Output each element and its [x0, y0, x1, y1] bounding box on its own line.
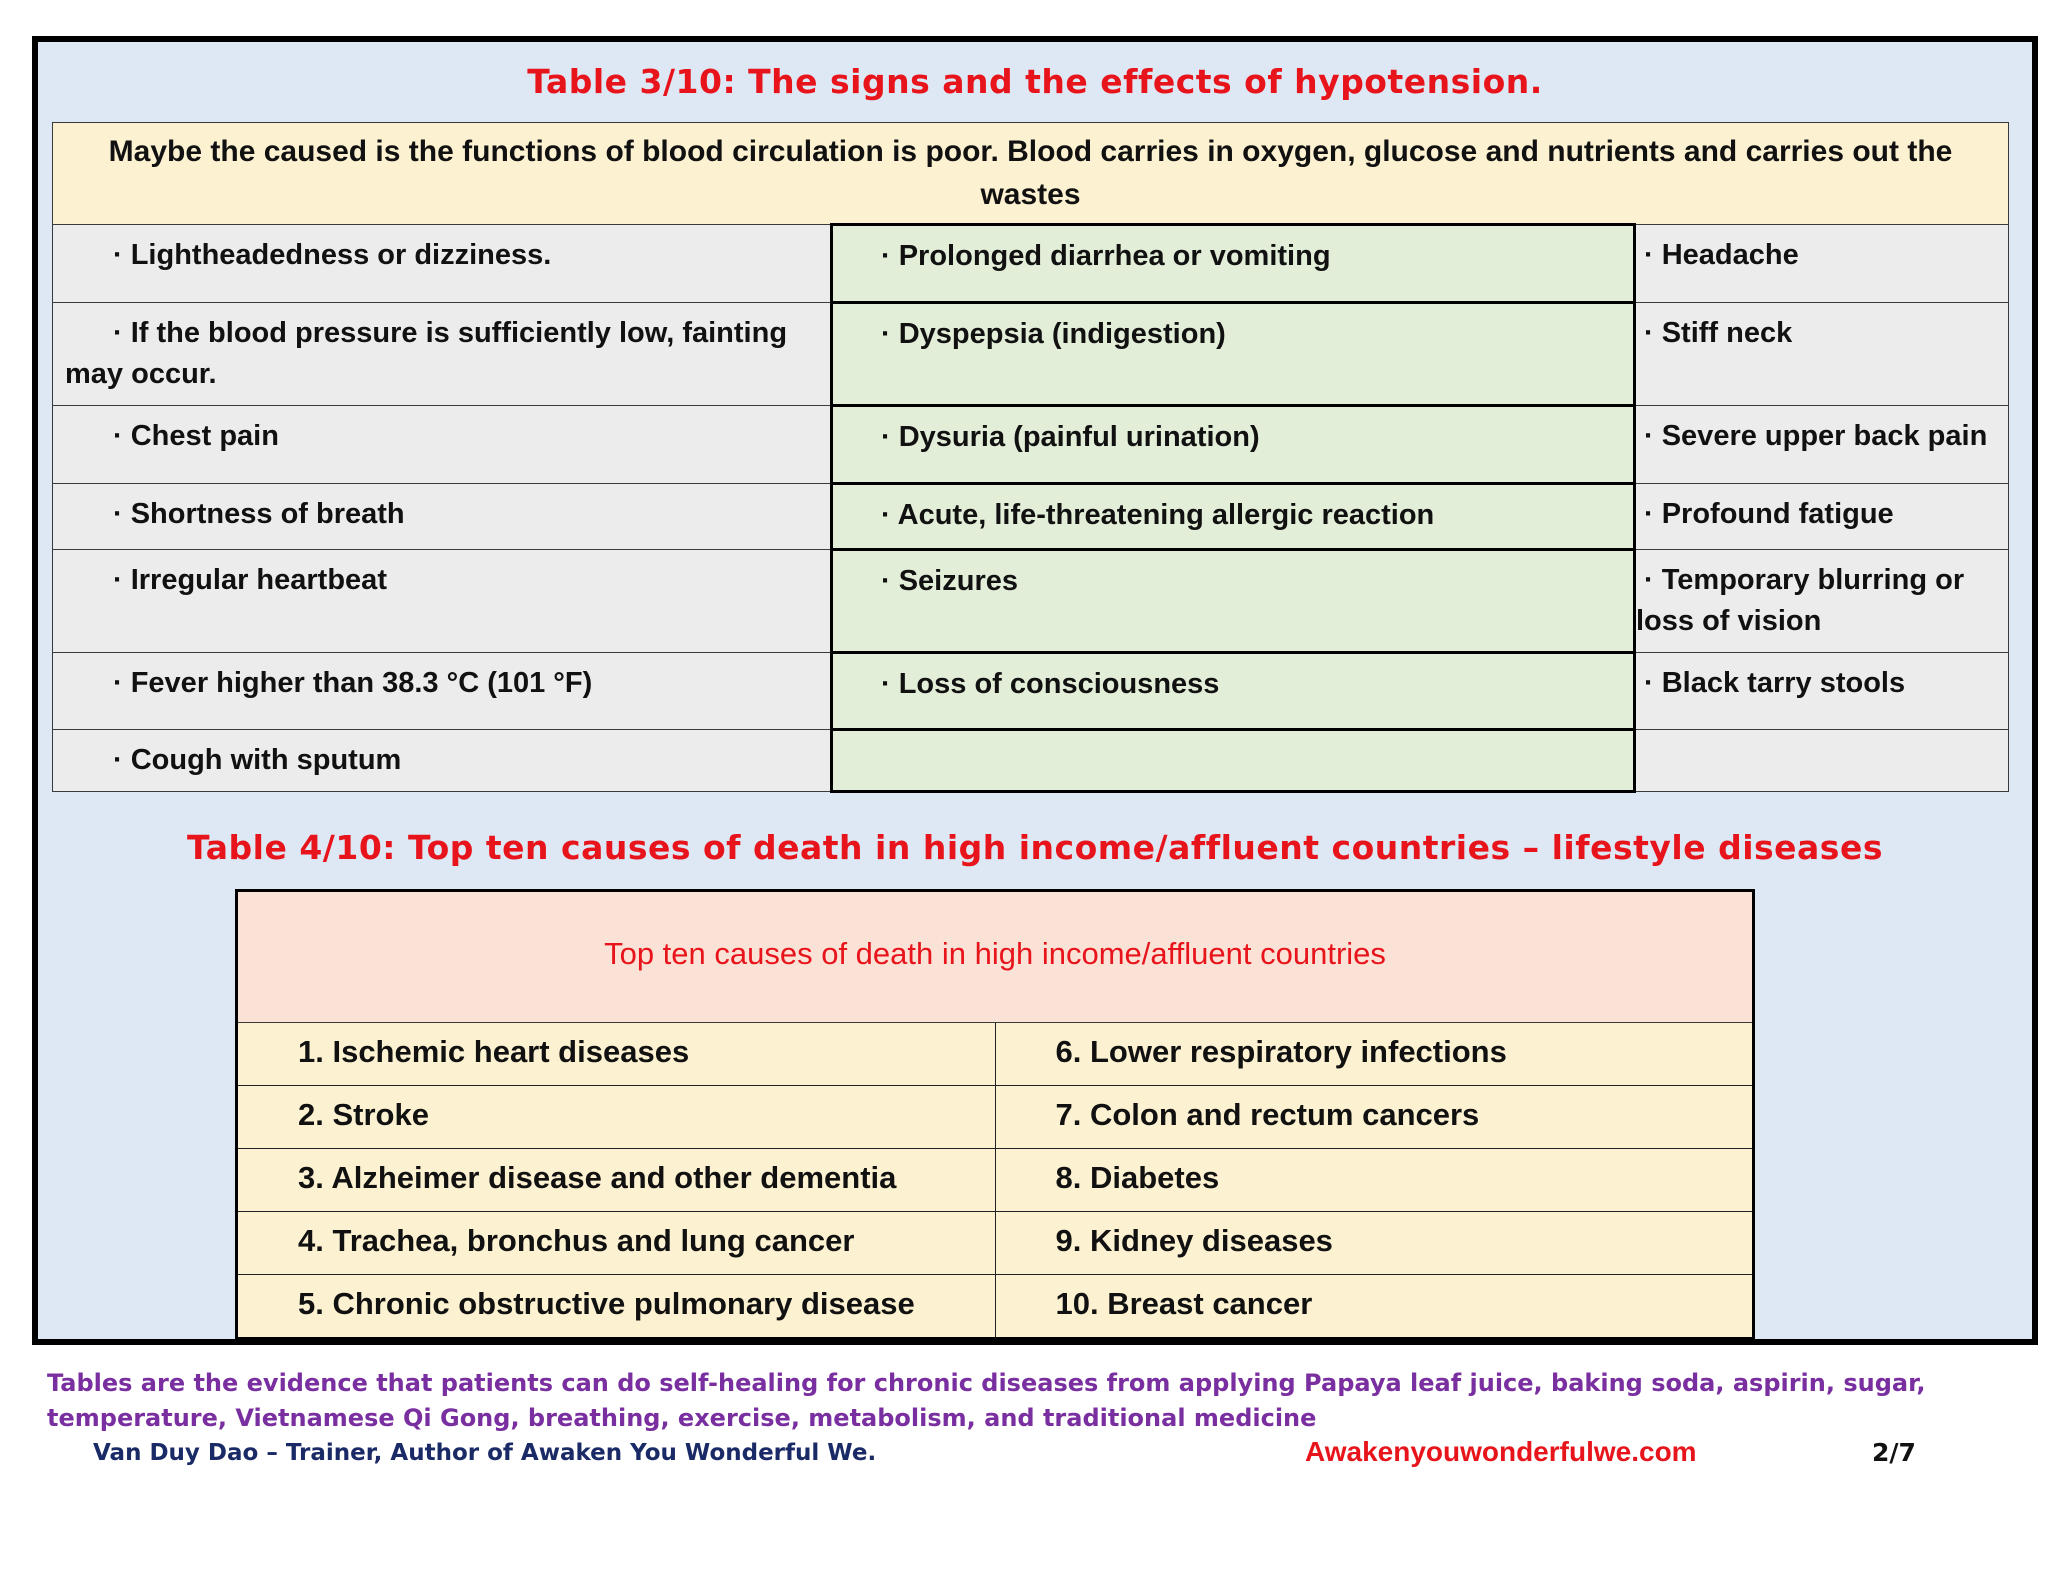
table-row [53, 653, 2009, 730]
table3-title: Table 3/10: The signs and the effects of hypotension. [527, 62, 1543, 101]
table-row [53, 303, 2009, 406]
table4-title: Table 4/10: Top ten causes of death in high income/affluent countries – lifestyle diseases [187, 828, 1883, 867]
table-cell: 1. Ischemic heart diseases [237, 1023, 996, 1086]
table-row [53, 123, 2009, 225]
table-cell [1635, 550, 2009, 653]
table-cell: 9. Kidney diseases [995, 1212, 1754, 1275]
table-cell: · Loss of consciousness [832, 653, 1635, 730]
table-row [237, 1275, 1754, 1339]
table-row [53, 225, 2009, 303]
table-cell: · Chest pain [53, 406, 832, 484]
table-row [53, 730, 2009, 792]
table4-header: Top ten causes of death in high income/affluent countries [237, 891, 1754, 1023]
footer-website-link[interactable]: Awakenyouwonderfulwe.com [1305, 1436, 1697, 1467]
table-cell: · Profound fatigue [1635, 484, 2009, 550]
table-row [237, 1023, 1754, 1086]
content-panel [32, 36, 2038, 1345]
table-row [53, 406, 2009, 484]
table-row [237, 891, 1754, 1023]
table-row [237, 1149, 1754, 1212]
table-cell: · Seizures [832, 550, 1635, 653]
table-cell: · Dysuria (painful urination) [832, 406, 1635, 484]
table-cell: · Fever higher than 38.3 °C (101 °F) [53, 653, 832, 730]
table3-header: Maybe the caused is the functions of blood circulation is poor. Blood carries in oxygen, glucose and nutrients and carries out the wastes [53, 123, 2009, 225]
table-cell: · Black tarry stools [1635, 653, 2009, 730]
table-row [237, 1086, 1754, 1149]
cell-text: · Temporary blurring or loss of vision [1636, 564, 1965, 637]
table-cell: · Cough with sputum [53, 730, 832, 792]
table-cell: 3. Alzheimer disease and other dementia [237, 1149, 996, 1212]
table-row [53, 550, 2009, 653]
table-cell: · Shortness of breath [53, 484, 832, 550]
table-cell: 10. Breast cancer [995, 1275, 1754, 1339]
table-cell: · Stiff neck [1635, 303, 2009, 406]
table-cell: · Acute, life-threatening allergic reaction [832, 484, 1635, 550]
page-number: 2/7 [1872, 1438, 1916, 1467]
table-row [237, 1212, 1754, 1275]
footer-author: Van Duy Dao – Trainer, Author of Awaken You Wonderful We. [93, 1440, 877, 1466]
table-cell: 2. Stroke [237, 1086, 996, 1149]
cell-text: · If the blood pressure is sufficiently low, fainting may occur. [65, 317, 788, 390]
table-cell [1635, 730, 2009, 792]
table-cell: 5. Chronic obstructive pulmonary disease [237, 1275, 996, 1339]
causes-of-death-table [235, 889, 1755, 1340]
table-cell [832, 730, 1635, 792]
table-cell: · Lightheadedness or dizziness. [53, 225, 832, 303]
table-cell: 4. Trachea, bronchus and lung cancer [237, 1212, 996, 1275]
hypotension-table [52, 122, 2009, 793]
table-cell [53, 303, 832, 406]
table-cell: · Dyspepsia (indigestion) [832, 303, 1635, 406]
table-cell: · Prolonged diarrhea or vomiting [832, 225, 1635, 303]
table-cell: 6. Lower respiratory infections [995, 1023, 1754, 1086]
table-cell: · Severe upper back pain [1635, 406, 2009, 484]
table-row [53, 484, 2009, 550]
footer-note: Tables are the evidence that patients can do self-healing for chronic diseases from applying Papaya leaf juice, baking soda, aspirin, sugar, temperature, Vietnamese Qi Gong, breathing, exercise, metabolism, and traditional medicine [47, 1369, 1926, 1432]
table-cell: · Irregular heartbeat [53, 550, 832, 653]
table-cell: 7. Colon and rectum cancers [995, 1086, 1754, 1149]
table-cell: 8. Diabetes [995, 1149, 1754, 1212]
table-cell: · Headache [1635, 225, 2009, 303]
